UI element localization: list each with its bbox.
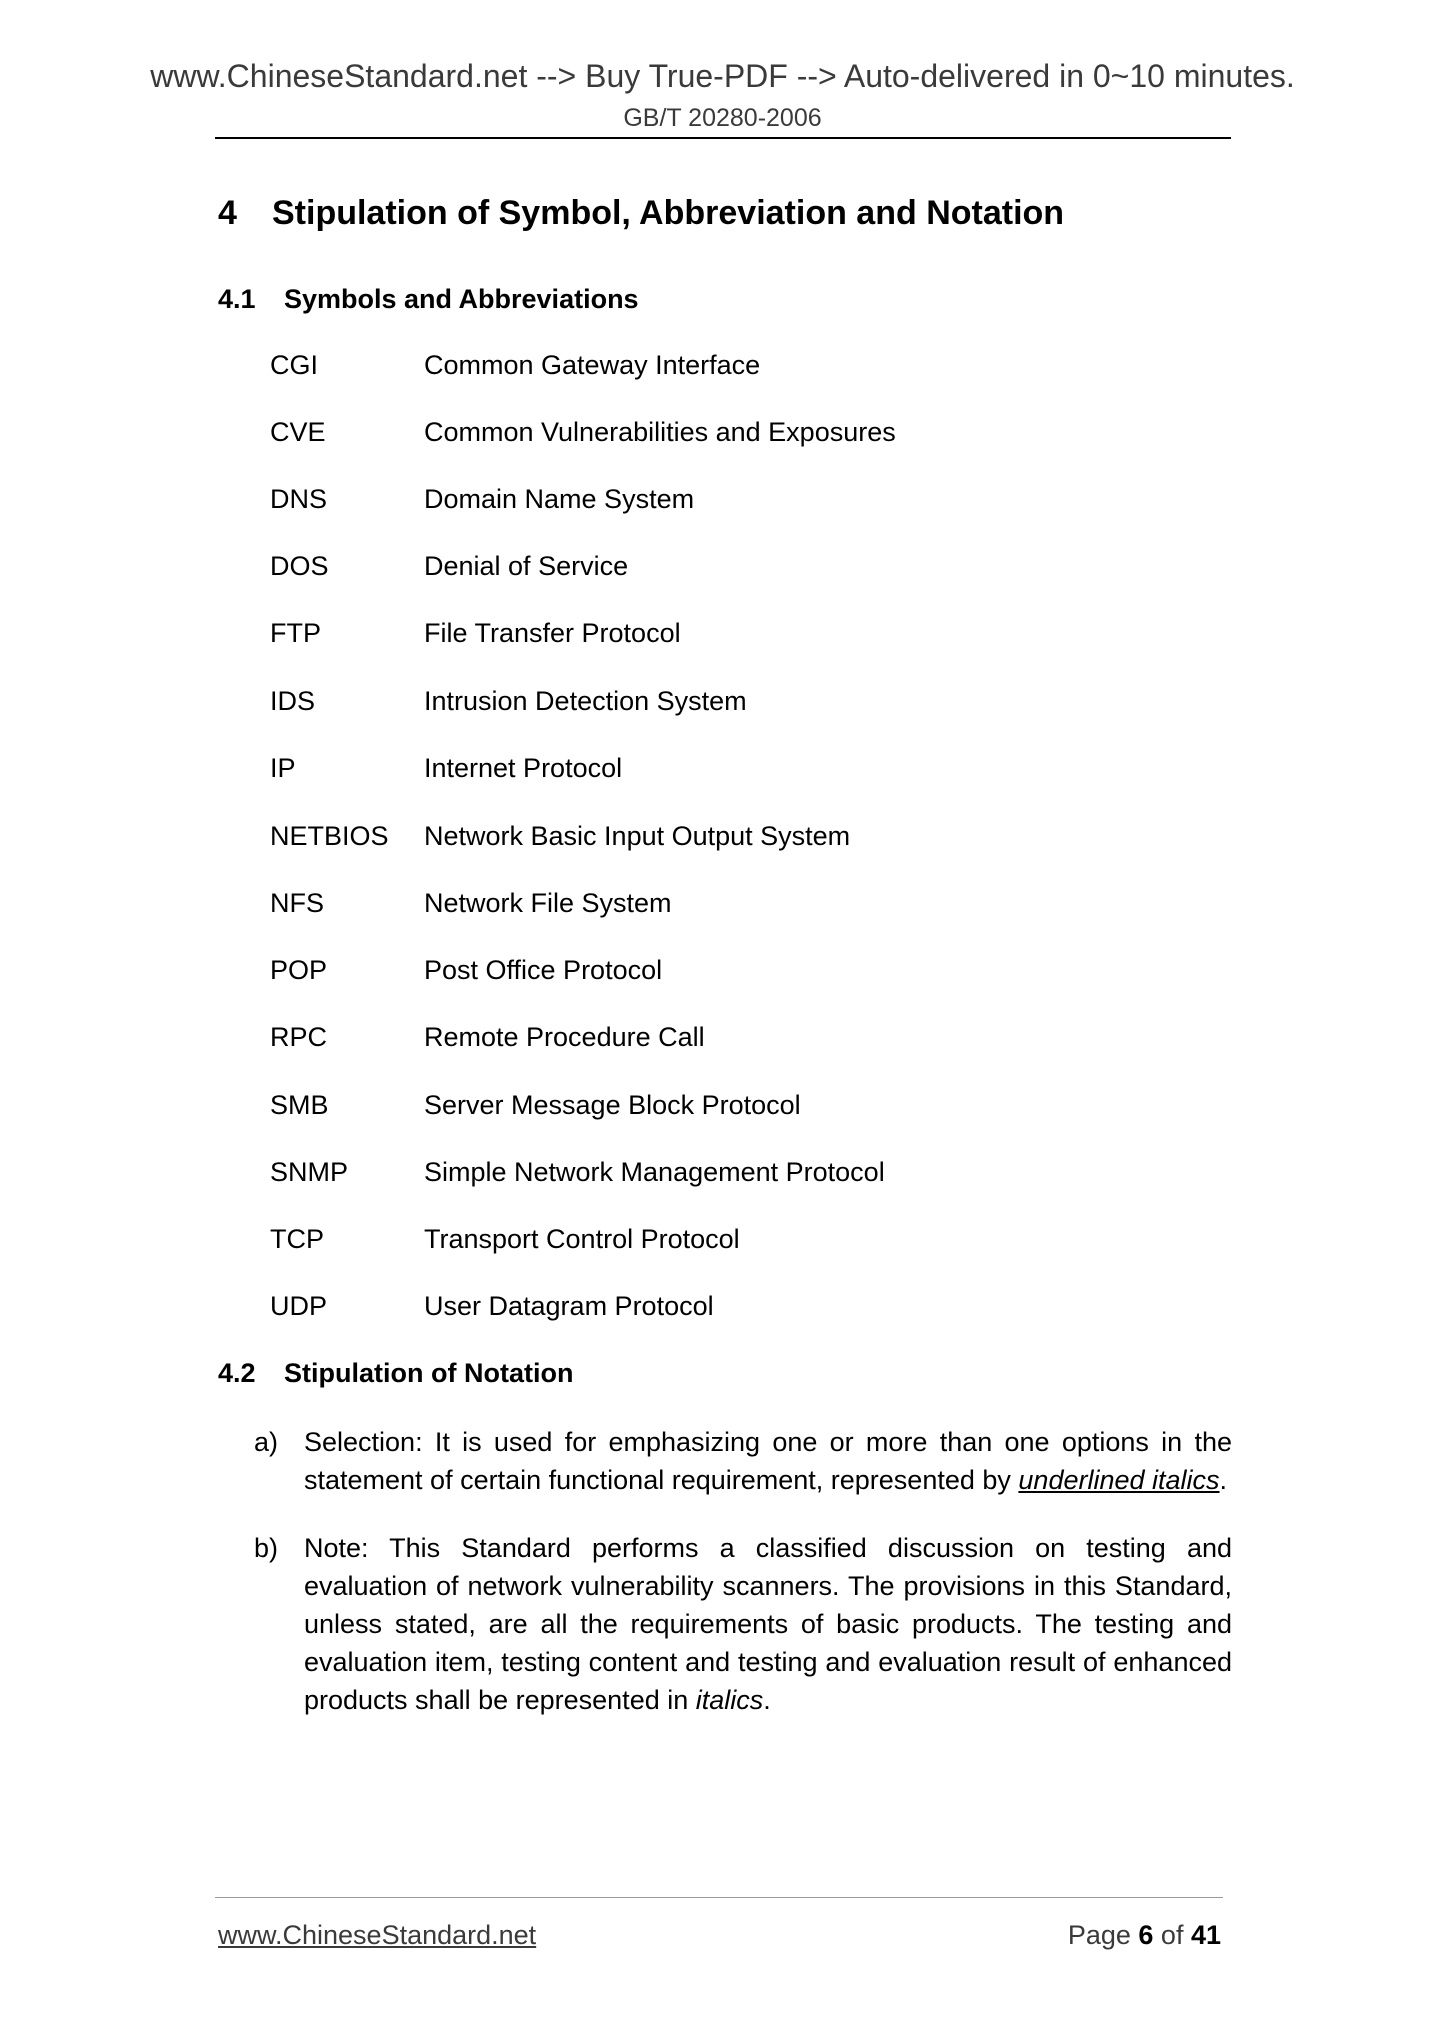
- subsection-number: 4.2: [218, 1358, 256, 1388]
- abbreviation-code: IP: [270, 753, 296, 783]
- subsection-title: Symbols and Abbreviations: [284, 284, 639, 314]
- item-text: [304, 1423, 1232, 1499]
- subsection-heading-symbols: [218, 284, 639, 315]
- abbreviation-meaning: Internet Protocol: [424, 753, 623, 783]
- abbreviation-meaning: Post Office Protocol: [424, 955, 663, 985]
- item-marker: b): [254, 1533, 279, 1563]
- item-marker: a): [254, 1427, 279, 1457]
- section-title: Stipulation of Symbol, Abbreviation and Notation: [272, 194, 1065, 232]
- item-text-body: Selection: It is used for emphasizing one or more than one options in the statement of certain functional requirement, represented by: [304, 1427, 1232, 1495]
- subsection-title: Stipulation of Notation: [284, 1358, 574, 1388]
- abbreviation-code: SMB: [270, 1090, 329, 1120]
- abbreviation-meaning: User Datagram Protocol: [424, 1291, 714, 1321]
- abbreviation-code: CGI: [270, 350, 319, 380]
- notation-item-b: [254, 1529, 1232, 1719]
- abbreviation-row: [270, 618, 681, 652]
- abbreviation-meaning: Server Message Block Protocol: [424, 1090, 801, 1120]
- abbreviation-row: [270, 955, 662, 989]
- abbreviation-meaning: Simple Network Management Protocol: [424, 1157, 885, 1187]
- abbreviation-code: NETBIOS: [270, 821, 389, 851]
- abbreviation-code: DOS: [270, 551, 329, 581]
- abbreviation-row: [270, 753, 622, 787]
- abbreviation-row: [270, 1224, 740, 1258]
- abbreviation-meaning: Common Vulnerabilities and Exposures: [424, 417, 896, 447]
- item-text-end: .: [763, 1685, 771, 1715]
- item-text-body: Note: This Standard performs a classified discussion on testing and evaluation of network vulnerability scanners. The provisions in this Standard, unless stated, are all the requirements of basic products. The testing and evaluation item, testing content and testing and evaluation result of enhanced products shall be represented in: [304, 1533, 1232, 1715]
- abbreviation-row: [270, 1090, 801, 1124]
- header-rule: [215, 137, 1231, 139]
- page-prefix: Page: [1067, 1920, 1139, 1950]
- abbreviation-meaning: Remote Procedure Call: [424, 1022, 705, 1052]
- abbreviation-row: [270, 1291, 714, 1325]
- abbreviation-code: IDS: [270, 686, 316, 716]
- page-of: of: [1153, 1920, 1191, 1950]
- abbreviation-meaning: Network File System: [424, 888, 672, 918]
- notation-item-a: [254, 1423, 1232, 1499]
- abbreviation-row: [270, 1157, 885, 1191]
- section-heading: [218, 194, 1064, 233]
- abbreviation-meaning: Domain Name System: [424, 484, 695, 514]
- abbreviation-row: [270, 551, 628, 585]
- page-number: [1068, 1920, 1221, 1951]
- abbreviation-code: SNMP: [270, 1157, 349, 1187]
- abbreviation-code: TCP: [270, 1224, 324, 1254]
- abbreviation-meaning: Intrusion Detection System: [424, 686, 747, 716]
- abbreviation-row: [270, 350, 760, 384]
- page-current: 6: [1138, 1920, 1154, 1950]
- footer-link[interactable]: www.ChineseStandard.net: [218, 1920, 537, 1950]
- abbreviation-code: DNS: [270, 484, 328, 514]
- abbreviation-row: [270, 686, 747, 720]
- abbreviation-row: [270, 417, 896, 451]
- abbreviation-meaning: Denial of Service: [424, 551, 629, 581]
- abbreviation-row: [270, 1022, 705, 1056]
- subsection-heading-notation: [218, 1358, 573, 1389]
- abbreviation-code: RPC: [270, 1022, 328, 1052]
- section-number: 4: [218, 194, 237, 232]
- subsection-number: 4.1: [218, 284, 256, 314]
- page-total: 41: [1190, 1920, 1221, 1950]
- abbreviation-code: CVE: [270, 417, 326, 447]
- abbreviation-code: UDP: [270, 1291, 328, 1321]
- item-text: [304, 1529, 1232, 1719]
- abbreviation-code: POP: [270, 955, 328, 985]
- item-emphasis: underlined italics: [1018, 1465, 1220, 1495]
- abbreviation-row: [270, 888, 672, 922]
- header-banner[interactable]: www.ChineseStandard.net --> Buy True-PDF --> Auto-delivered in 0~10 minutes.: [150, 58, 1295, 94]
- abbreviation-meaning: Transport Control Protocol: [424, 1224, 740, 1254]
- abbreviation-meaning: Common Gateway Interface: [424, 350, 761, 380]
- abbreviation-code: FTP: [270, 618, 321, 648]
- abbreviation-row: [270, 484, 694, 518]
- item-text-end: .: [1219, 1465, 1228, 1495]
- item-emphasis: italics: [695, 1685, 764, 1715]
- abbreviation-code: NFS: [270, 888, 324, 918]
- abbreviation-meaning: Network Basic Input Output System: [424, 821, 851, 851]
- footer-rule: [215, 1897, 1223, 1898]
- abbreviation-meaning: File Transfer Protocol: [424, 618, 681, 648]
- abbreviation-row: [270, 821, 850, 855]
- document-code: GB/T 20280-2006: [623, 104, 822, 132]
